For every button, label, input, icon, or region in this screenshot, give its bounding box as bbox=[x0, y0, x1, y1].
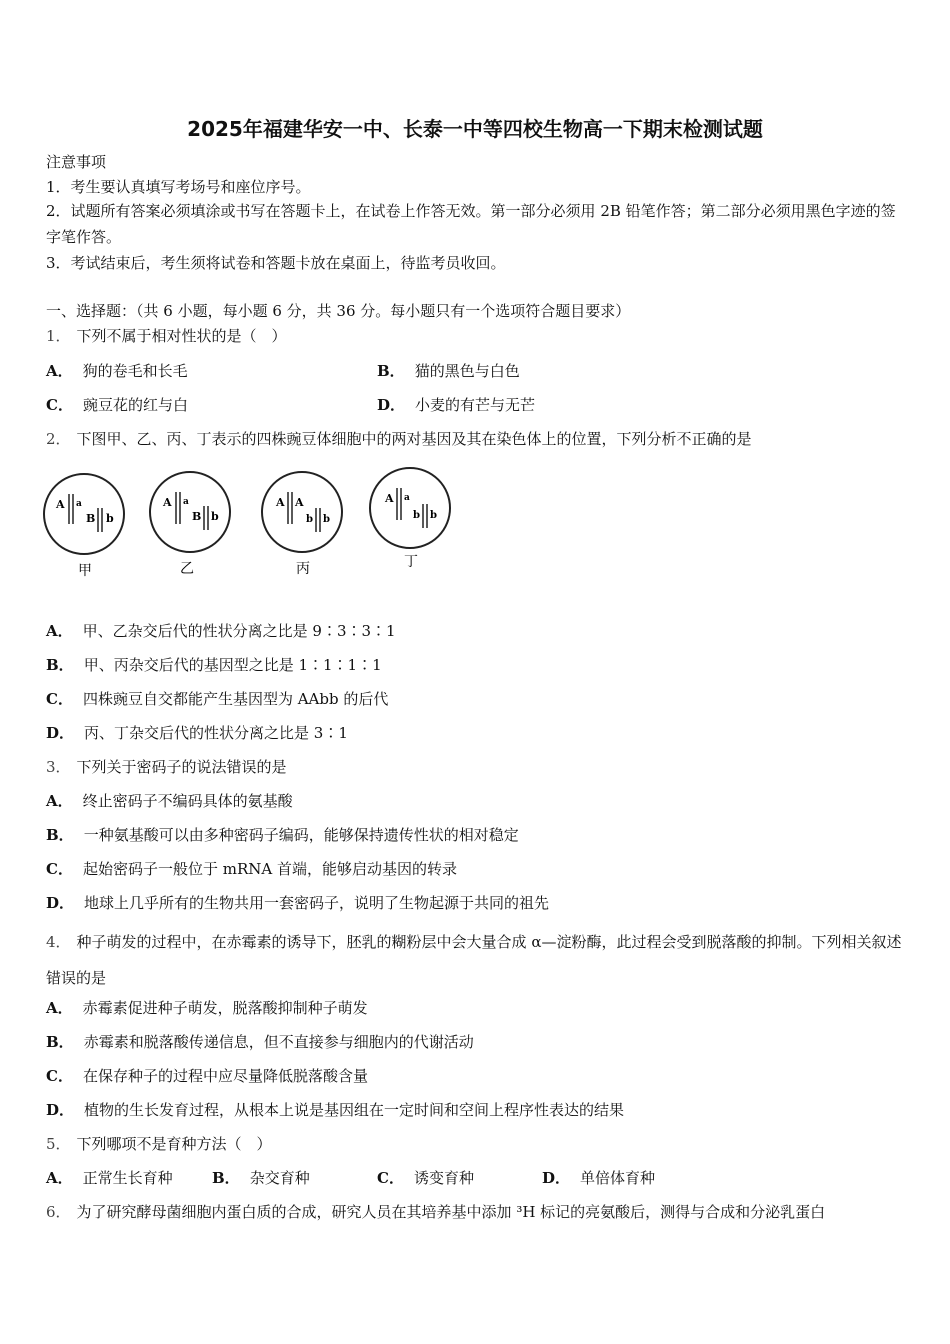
q1-option-d: D． 小麦的有芒与无芒 bbox=[377, 396, 536, 414]
q5-option-c: C． 诱变育种 bbox=[377, 1169, 474, 1187]
q5-option-b: B． 杂交育种 bbox=[212, 1169, 310, 1187]
gene-label: A bbox=[295, 496, 304, 509]
q1-option-b: B． 猫的黑色与白色 bbox=[377, 362, 520, 380]
section-heading: 一、选择题：（共 6 小题，每小题 6 分，共 36 分。每小题只有一个选项符合题目要求） bbox=[46, 302, 631, 320]
gene-label: b bbox=[211, 510, 219, 523]
q4-option-b: B． 赤霉素和脱落酸传递信息，但不直接参与细胞内的代谢活动 bbox=[46, 1033, 474, 1051]
gene-label: a bbox=[404, 493, 410, 503]
q2-option-b: B． 甲、丙杂交后代的基因型之比是 1∶1∶1∶1 bbox=[46, 656, 382, 674]
gene-label: b bbox=[306, 514, 313, 525]
question-number: 3． bbox=[46, 758, 71, 776]
cell-bing bbox=[262, 472, 342, 577]
cell-label: 丙 bbox=[296, 561, 310, 577]
cell-jia bbox=[44, 474, 124, 579]
question-1 bbox=[46, 327, 287, 345]
q1-option-a: A． 狗的卷毛和长毛 bbox=[46, 362, 188, 380]
gene-label: a bbox=[76, 499, 82, 509]
q3-option-c: C． 起始密码子一般位于 mRNA 首端，能够启动基因的转录 bbox=[46, 860, 457, 878]
q5-option-d: D． 单倍体育种 bbox=[542, 1169, 656, 1187]
gene-label: B bbox=[192, 510, 202, 523]
gene-label: b bbox=[430, 510, 437, 521]
question-stem: 下列不属于相对性状的是（ ） bbox=[76, 327, 287, 345]
gene-label: b bbox=[106, 512, 114, 525]
q4-option-d: D． 植物的生长发育过程，从根本上说是基因组在一定时间和空间上程序性表达的结果 bbox=[46, 1101, 625, 1119]
question-stem: 下列哪项不是育种方法（ ） bbox=[76, 1135, 272, 1153]
question-number: 1． bbox=[46, 327, 71, 345]
q2-option-d: D． 丙、丁杂交后代的性状分离之比是 3∶1 bbox=[46, 724, 348, 742]
question-5 bbox=[46, 1135, 272, 1153]
cell-yi bbox=[150, 472, 230, 577]
page-title: 2025年福建华安一中、长泰一中等四校生物高一下期末检测试题 bbox=[187, 117, 763, 141]
notice-item-1: 1．考生要认真填写考场号和座位序号。 bbox=[46, 178, 311, 196]
gene-label: A bbox=[163, 496, 172, 509]
question-number: 4． bbox=[46, 933, 71, 951]
q3-option-b: B． 一种氨基酸可以由多种密码子编码，能够保持遗传性状的相对稳定 bbox=[46, 826, 519, 844]
q3-option-d: D． 地球上几乎所有的生物共用一套密码子，说明了生物起源于共同的祖先 bbox=[46, 894, 550, 912]
q3-option-a: A． 终止密码子不编码具体的氨基酸 bbox=[46, 792, 293, 810]
cell-label: 丁 bbox=[404, 554, 418, 570]
gene-label: b bbox=[413, 510, 420, 521]
question-4 bbox=[46, 924, 908, 996]
question-stem: 下图甲、乙、丙、丁表示的四株豌豆体细胞中的两对基因及其在染色体上的位置，下列分析不正确的是 bbox=[76, 430, 752, 448]
chromosome-figure bbox=[40, 462, 460, 582]
cell-label: 乙 bbox=[180, 561, 194, 577]
q5-option-a: A． 正常生长育种 bbox=[46, 1169, 173, 1187]
question-stem: 为了研究酵母菌细胞内蛋白质的合成，研究人员在其培养基中添加 ³H 标记的亮氨酸后，测得与合成和分泌乳蛋白 bbox=[76, 1203, 826, 1221]
cell-label: 甲 bbox=[78, 563, 92, 579]
notice-heading: 注意事项 bbox=[46, 153, 107, 171]
cell-ding bbox=[370, 468, 450, 570]
question-3 bbox=[46, 758, 287, 776]
question-stem: 下列关于密码子的说法错误的是 bbox=[76, 758, 287, 776]
q1-option-c: C． 豌豆花的红与白 bbox=[46, 396, 188, 414]
gene-label: A bbox=[56, 498, 65, 511]
q2-option-c: C． 四株豌豆自交都能产生基因型为 AAbb 的后代 bbox=[46, 690, 389, 708]
notice-item-3: 3．考试结束后，考生须将试卷和答题卡放在桌面上，待监考员收回。 bbox=[46, 254, 506, 272]
gene-label: a bbox=[183, 497, 189, 507]
gene-label: A bbox=[276, 496, 285, 509]
q4-option-a: A． 赤霉素促进种子萌发，脱落酸抑制种子萌发 bbox=[46, 999, 368, 1017]
question-number: 5． bbox=[46, 1135, 71, 1153]
question-number: 2． bbox=[46, 430, 71, 448]
gene-label: b bbox=[323, 514, 330, 525]
q4-option-c: C． 在保存种子的过程中应尽量降低脱落酸含量 bbox=[46, 1067, 368, 1085]
question-number: 6． bbox=[46, 1203, 71, 1221]
question-2 bbox=[46, 430, 752, 448]
question-stem: 种子萌发的过程中，在赤霉素的诱导下，胚乳的糊粉层中会大量合成 α—淀粉酶，此过程会受到脱落酸的抑制。下列相关叙述错误的是 bbox=[46, 933, 902, 987]
notice-item-2: 2．试题所有答案必须填涂或书写在答题卡上，在试卷上作答无效。第一部分必须用 2B 铅笔作答；第二部分必须用黑色字迹的签字笔作答。 bbox=[46, 202, 896, 246]
question-6 bbox=[46, 1203, 825, 1221]
gene-label: B bbox=[86, 512, 96, 525]
q2-option-a: A． 甲、乙杂交后代的性状分离之比是 9∶3∶3∶1 bbox=[46, 622, 396, 640]
gene-label: A bbox=[385, 492, 394, 505]
